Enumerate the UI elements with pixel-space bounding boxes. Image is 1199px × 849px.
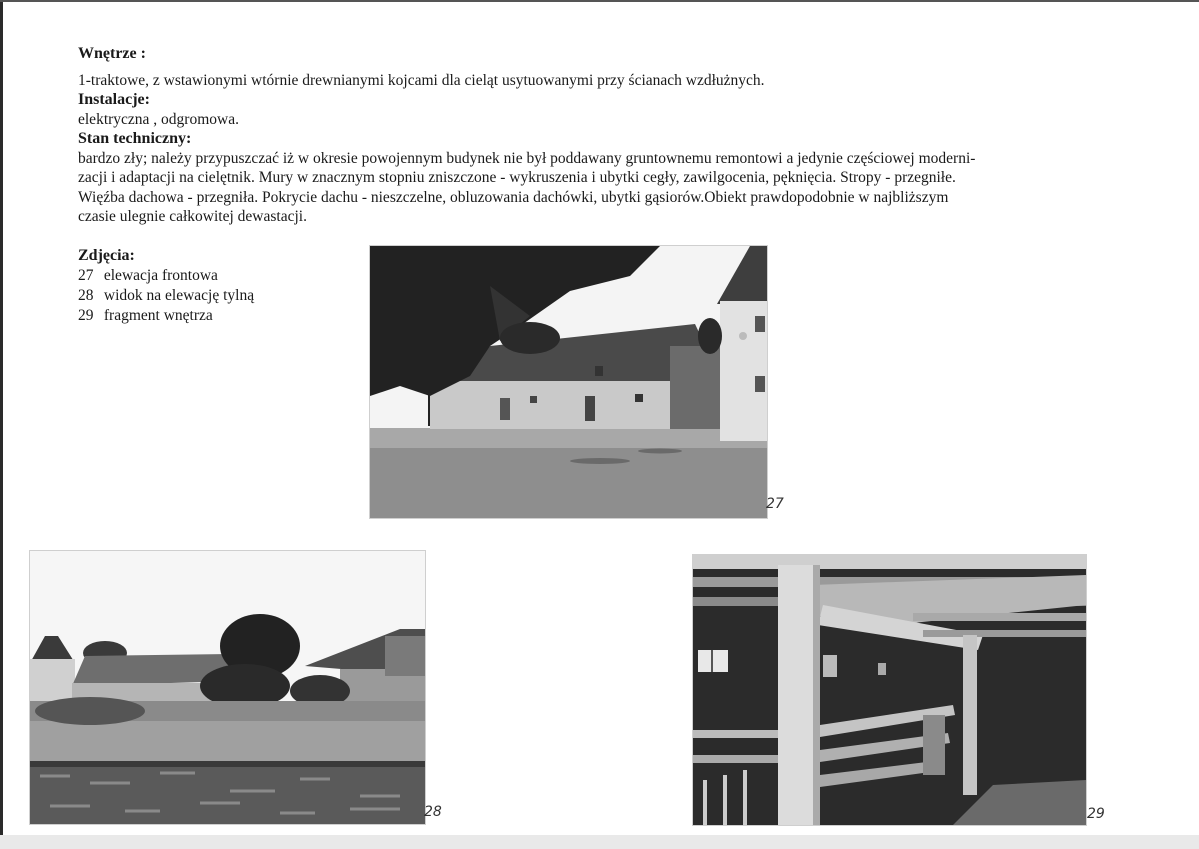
photos-list xyxy=(78,246,254,326)
installations-heading: Instalacje: xyxy=(78,91,150,108)
scan-edge-top xyxy=(0,0,1199,2)
condition-line-1: bardzo zły; należy przypuszczać iż w okresie powojennym budynek nie był poddawany gruntownemu remontowi a jedynie częściowej moderni- xyxy=(78,149,976,167)
photo-caption: widok na elewację tylną xyxy=(103,287,255,304)
list-item xyxy=(78,286,254,306)
photo-label-27: 27 xyxy=(766,496,784,512)
condition-line-3: Więźba dachowa - przegniła. Pokrycie dachu - nieszczelne, obluzowania dachówki, ubytki gąsiorów.Obiekt prawdopodobnie w najbliższym xyxy=(78,188,949,206)
list-item xyxy=(78,306,254,326)
photo-number: 29 xyxy=(78,307,94,324)
interior-text: 1-traktowe, z wstawionymi wtórnie drewnianymi kojcami dla cieląt usytuowanymi przy ścianach wzdłużnych. xyxy=(78,71,765,89)
photo-number: 27 xyxy=(78,267,94,284)
installations-text: elektryczna , odgromowa. xyxy=(78,110,239,128)
photo-number: 28 xyxy=(78,287,94,304)
scan-edge-left xyxy=(0,0,3,849)
condition-line-2: zacji i adaptacji na cielętnik. Mury w znacznym stopniu zniszczone - wykruszenia i ubytki cegły, zawilgocenia, pęknięcia. Stropy - przegniłe. xyxy=(78,169,956,186)
description-text xyxy=(78,44,1118,227)
scan-edge-bottom xyxy=(0,835,1199,849)
list-item xyxy=(78,266,254,286)
condition-line-4: czasie ulegnie całkowitej dewastacji. xyxy=(78,208,307,225)
photos-heading: Zdjęcia: xyxy=(78,247,135,264)
photo-caption: elewacja frontowa xyxy=(103,267,218,284)
photo-caption: fragment wnętrza xyxy=(103,307,213,324)
photo-label-29: 29 xyxy=(1087,806,1105,822)
photo-28-rear-elevation xyxy=(29,550,426,825)
photo-29-interior-fragment xyxy=(692,554,1087,826)
photo-label-28: 28 xyxy=(424,804,442,820)
condition-heading: Stan techniczny: xyxy=(78,130,192,147)
photo-27-front-elevation xyxy=(369,245,768,519)
interior-heading: Wnętrze : xyxy=(78,45,146,62)
